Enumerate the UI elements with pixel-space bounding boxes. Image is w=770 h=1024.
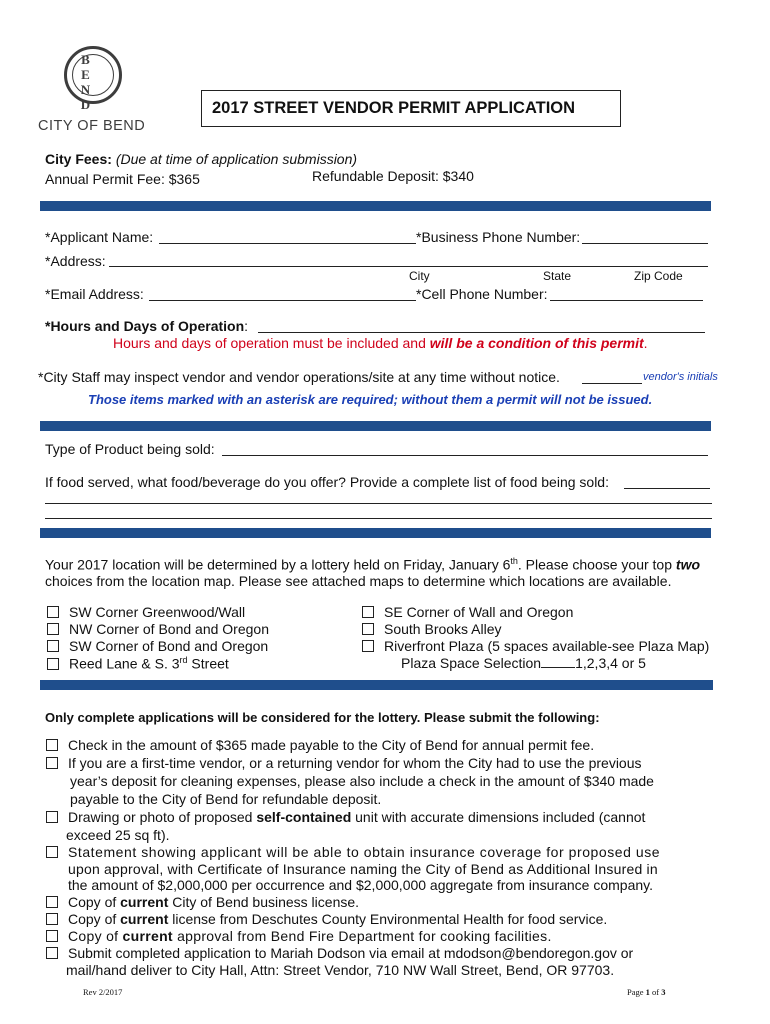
checkbox-icon[interactable]: [47, 606, 59, 618]
hours-note-condition: will be a condition of this permit: [429, 335, 644, 351]
revision-label: Rev 2/2017: [83, 987, 123, 997]
submit-item-text: Check in the amount of $365 made payable to the City of Bend for annual permit fee.: [68, 737, 595, 753]
submit-item-cont: year’s deposit for cleaning expenses, please also include a check in the amount of $340 made: [70, 773, 654, 789]
checkbox-icon[interactable]: [362, 606, 374, 618]
submit-item[interactable]: [46, 945, 633, 961]
refundable-deposit: Refundable Deposit: $340: [312, 168, 474, 184]
food-list-line[interactable]: [45, 518, 712, 519]
page-current: 1: [645, 987, 650, 997]
address-field[interactable]: [109, 266, 708, 267]
hours-field[interactable]: [258, 332, 705, 333]
location-option-label: NW Corner of Bond and Oregon: [69, 621, 269, 637]
page-number: [627, 987, 666, 997]
submit-item-bold: current: [122, 928, 173, 944]
city-fees-line: [45, 151, 357, 167]
location-option-label: SE Corner of Wall and Oregon: [384, 604, 574, 620]
section-divider: [40, 421, 711, 431]
checkbox-icon[interactable]: [47, 623, 59, 635]
location-intro-text: Your 2017 location will be determined by a lottery held on Friday, January 6: [45, 556, 511, 573]
business-phone-label: *Business Phone Number:: [416, 229, 581, 245]
hours-note-text: Hours and days of operation must be included and: [113, 335, 430, 351]
submit-item[interactable]: [46, 911, 607, 927]
food-list-label: If food served, what food/beverage do you offer? Provide a complete list of food being sold:: [45, 474, 609, 490]
vendor-initials-label: vendor's initials: [643, 371, 718, 383]
product-type-label: Type of Product being sold:: [45, 441, 215, 457]
submit-item-text: Submit completed application to Mariah Dodson via email at mdodson@bendoregon.gov or: [68, 945, 634, 961]
submit-item-text: Copy of: [68, 911, 121, 927]
submit-item-text: Drawing or photo of proposed: [68, 809, 257, 825]
location-intro-line2: choices from the location map. Please see attached maps to determine which locations are available.: [45, 573, 672, 589]
hours-colon: :: [244, 318, 249, 334]
inspection-notice: *City Staff may inspect vendor and vendor operations/site at any time without notice.: [38, 369, 560, 385]
location-intro: [45, 556, 700, 573]
location-intro-text2: . Please choose your top: [517, 556, 676, 573]
page-title: 2017 STREET VENDOR PERMIT APPLICATION: [201, 90, 621, 127]
location-option[interactable]: [362, 604, 573, 620]
cell-phone-label: *Cell Phone Number:: [416, 286, 548, 302]
checkbox-icon[interactable]: [46, 846, 58, 858]
product-type-field[interactable]: [222, 455, 708, 456]
page-of: of: [649, 987, 662, 997]
location-option-label: Riverfront Plaza (5 spaces available-see Plaza Map): [384, 638, 710, 654]
logo-seal-icon: [64, 46, 122, 112]
logo-letters: BEND: [78, 52, 93, 112]
location-option[interactable]: [362, 638, 709, 654]
location-intro-sup: th: [510, 556, 518, 566]
location-option-label: South Brooks Alley: [384, 621, 502, 637]
plaza-space-options: 1,2,3,4 or 5: [575, 655, 646, 671]
checkbox-icon[interactable]: [46, 947, 58, 959]
location-option[interactable]: [47, 638, 268, 654]
location-option-label-end: Street: [187, 655, 229, 672]
city-of-bend-logo: [38, 46, 156, 138]
location-option[interactable]: [47, 621, 269, 637]
location-option[interactable]: [47, 604, 245, 620]
checkbox-icon[interactable]: [47, 658, 59, 670]
location-option[interactable]: [362, 621, 502, 637]
business-phone-field[interactable]: [582, 243, 708, 244]
hours-note-period: .: [643, 335, 648, 351]
checkbox-icon[interactable]: [46, 757, 58, 769]
address-label: *Address:: [45, 253, 106, 269]
submit-item[interactable]: [46, 928, 552, 944]
section-divider: [40, 201, 711, 211]
city-fees-note: (Due at time of application submission): [115, 151, 358, 167]
submit-item-cont: exceed 25 sq ft).: [66, 827, 170, 843]
page-total: 3: [661, 987, 666, 997]
food-list-field[interactable]: [624, 488, 710, 489]
cell-phone-field[interactable]: [550, 300, 703, 301]
submit-item-cont: upon approval, with Certificate of Insurance naming the City of Bend as Additional Insured in: [68, 861, 658, 877]
submit-item-bold: current: [120, 911, 169, 927]
submit-item-text: Statement showing applicant will be able to obtain insurance coverage for proposed use: [68, 844, 661, 860]
submit-item[interactable]: [46, 755, 642, 771]
location-option-label: SW Corner Greenwood/Wall: [69, 604, 246, 620]
plaza-space-field[interactable]: [541, 667, 575, 668]
submit-item-bold: current: [120, 894, 169, 910]
submit-item-text-end: unit with accurate dimensions included (cannot: [351, 809, 646, 825]
applicant-name-field[interactable]: [159, 243, 416, 244]
hours-label-line: [45, 318, 248, 334]
hours-label: *Hours and Days of Operation: [45, 318, 245, 334]
annual-permit-fee: Annual Permit Fee: $365: [45, 171, 200, 187]
city-label: City: [409, 269, 430, 283]
state-label: State: [543, 269, 572, 283]
logo-text: CITY OF BEND: [38, 118, 146, 134]
submit-item-cont: mail/hand deliver to City Hall, Attn: Street Vendor, 710 NW Wall Street, Bend, OR 97703.: [66, 962, 615, 978]
submit-item-text: Copy of: [68, 928, 123, 944]
email-field[interactable]: [149, 300, 416, 301]
submit-item[interactable]: [46, 809, 645, 825]
location-option[interactable]: [47, 655, 229, 672]
hours-note: [113, 335, 648, 351]
checkbox-icon[interactable]: [46, 811, 58, 823]
location-option-label: SW Corner of Bond and Oregon: [69, 638, 269, 654]
submit-item-text-end: City of Bend business license.: [168, 894, 360, 910]
location-option-sup: rd: [179, 655, 188, 665]
submit-item[interactable]: [46, 737, 594, 753]
section-divider: [40, 680, 713, 690]
submit-item-text: Copy of: [68, 894, 121, 910]
submit-item-text-end: license from Deschutes County Environmental Health for food service.: [168, 911, 608, 927]
checkbox-icon[interactable]: [46, 896, 58, 908]
submit-heading: Only complete applications will be considered for the lottery. Please submit the following:: [45, 710, 600, 725]
zip-label: Zip Code: [634, 269, 683, 283]
section-divider: [40, 528, 711, 538]
checkbox-icon[interactable]: [362, 640, 374, 652]
checkbox-icon[interactable]: [362, 623, 374, 635]
checkbox-icon[interactable]: [46, 930, 58, 942]
submit-item[interactable]: [46, 894, 359, 910]
plaza-space-label: Plaza Space Selection: [401, 655, 542, 671]
checkbox-icon[interactable]: [46, 913, 58, 925]
initials-field[interactable]: [582, 383, 642, 384]
location-intro-two: two: [675, 556, 701, 573]
submit-item-cont: the amount of $2,000,000 per occurrence and $2,000,000 aggregate from insurance company.: [68, 877, 654, 893]
checkbox-icon[interactable]: [47, 640, 59, 652]
location-option-label: Reed Lane & S. 3: [69, 655, 180, 672]
email-label: *Email Address:: [45, 286, 144, 302]
city-fees-label: City Fees:: [45, 151, 112, 167]
submit-item-cont: payable to the City of Bend for refundable deposit.: [70, 791, 382, 807]
food-list-line[interactable]: [45, 503, 712, 504]
submit-item-text-end: approval from Bend Fire Department for cooking facilities.: [172, 928, 552, 944]
page-label: Page: [627, 987, 646, 997]
submit-item-bold: self-contained: [256, 809, 352, 825]
checkbox-icon[interactable]: [46, 739, 58, 751]
submit-item-text: If you are a first-time vendor, or a returning vendor for whom the City had to use the previous: [68, 755, 642, 771]
plaza-space-selection: [401, 655, 646, 671]
required-notice: Those items marked with an asterisk are required; without them a permit will not be issued.: [88, 392, 653, 407]
submit-item[interactable]: [46, 844, 660, 860]
applicant-name-label: *Applicant Name:: [45, 229, 154, 245]
